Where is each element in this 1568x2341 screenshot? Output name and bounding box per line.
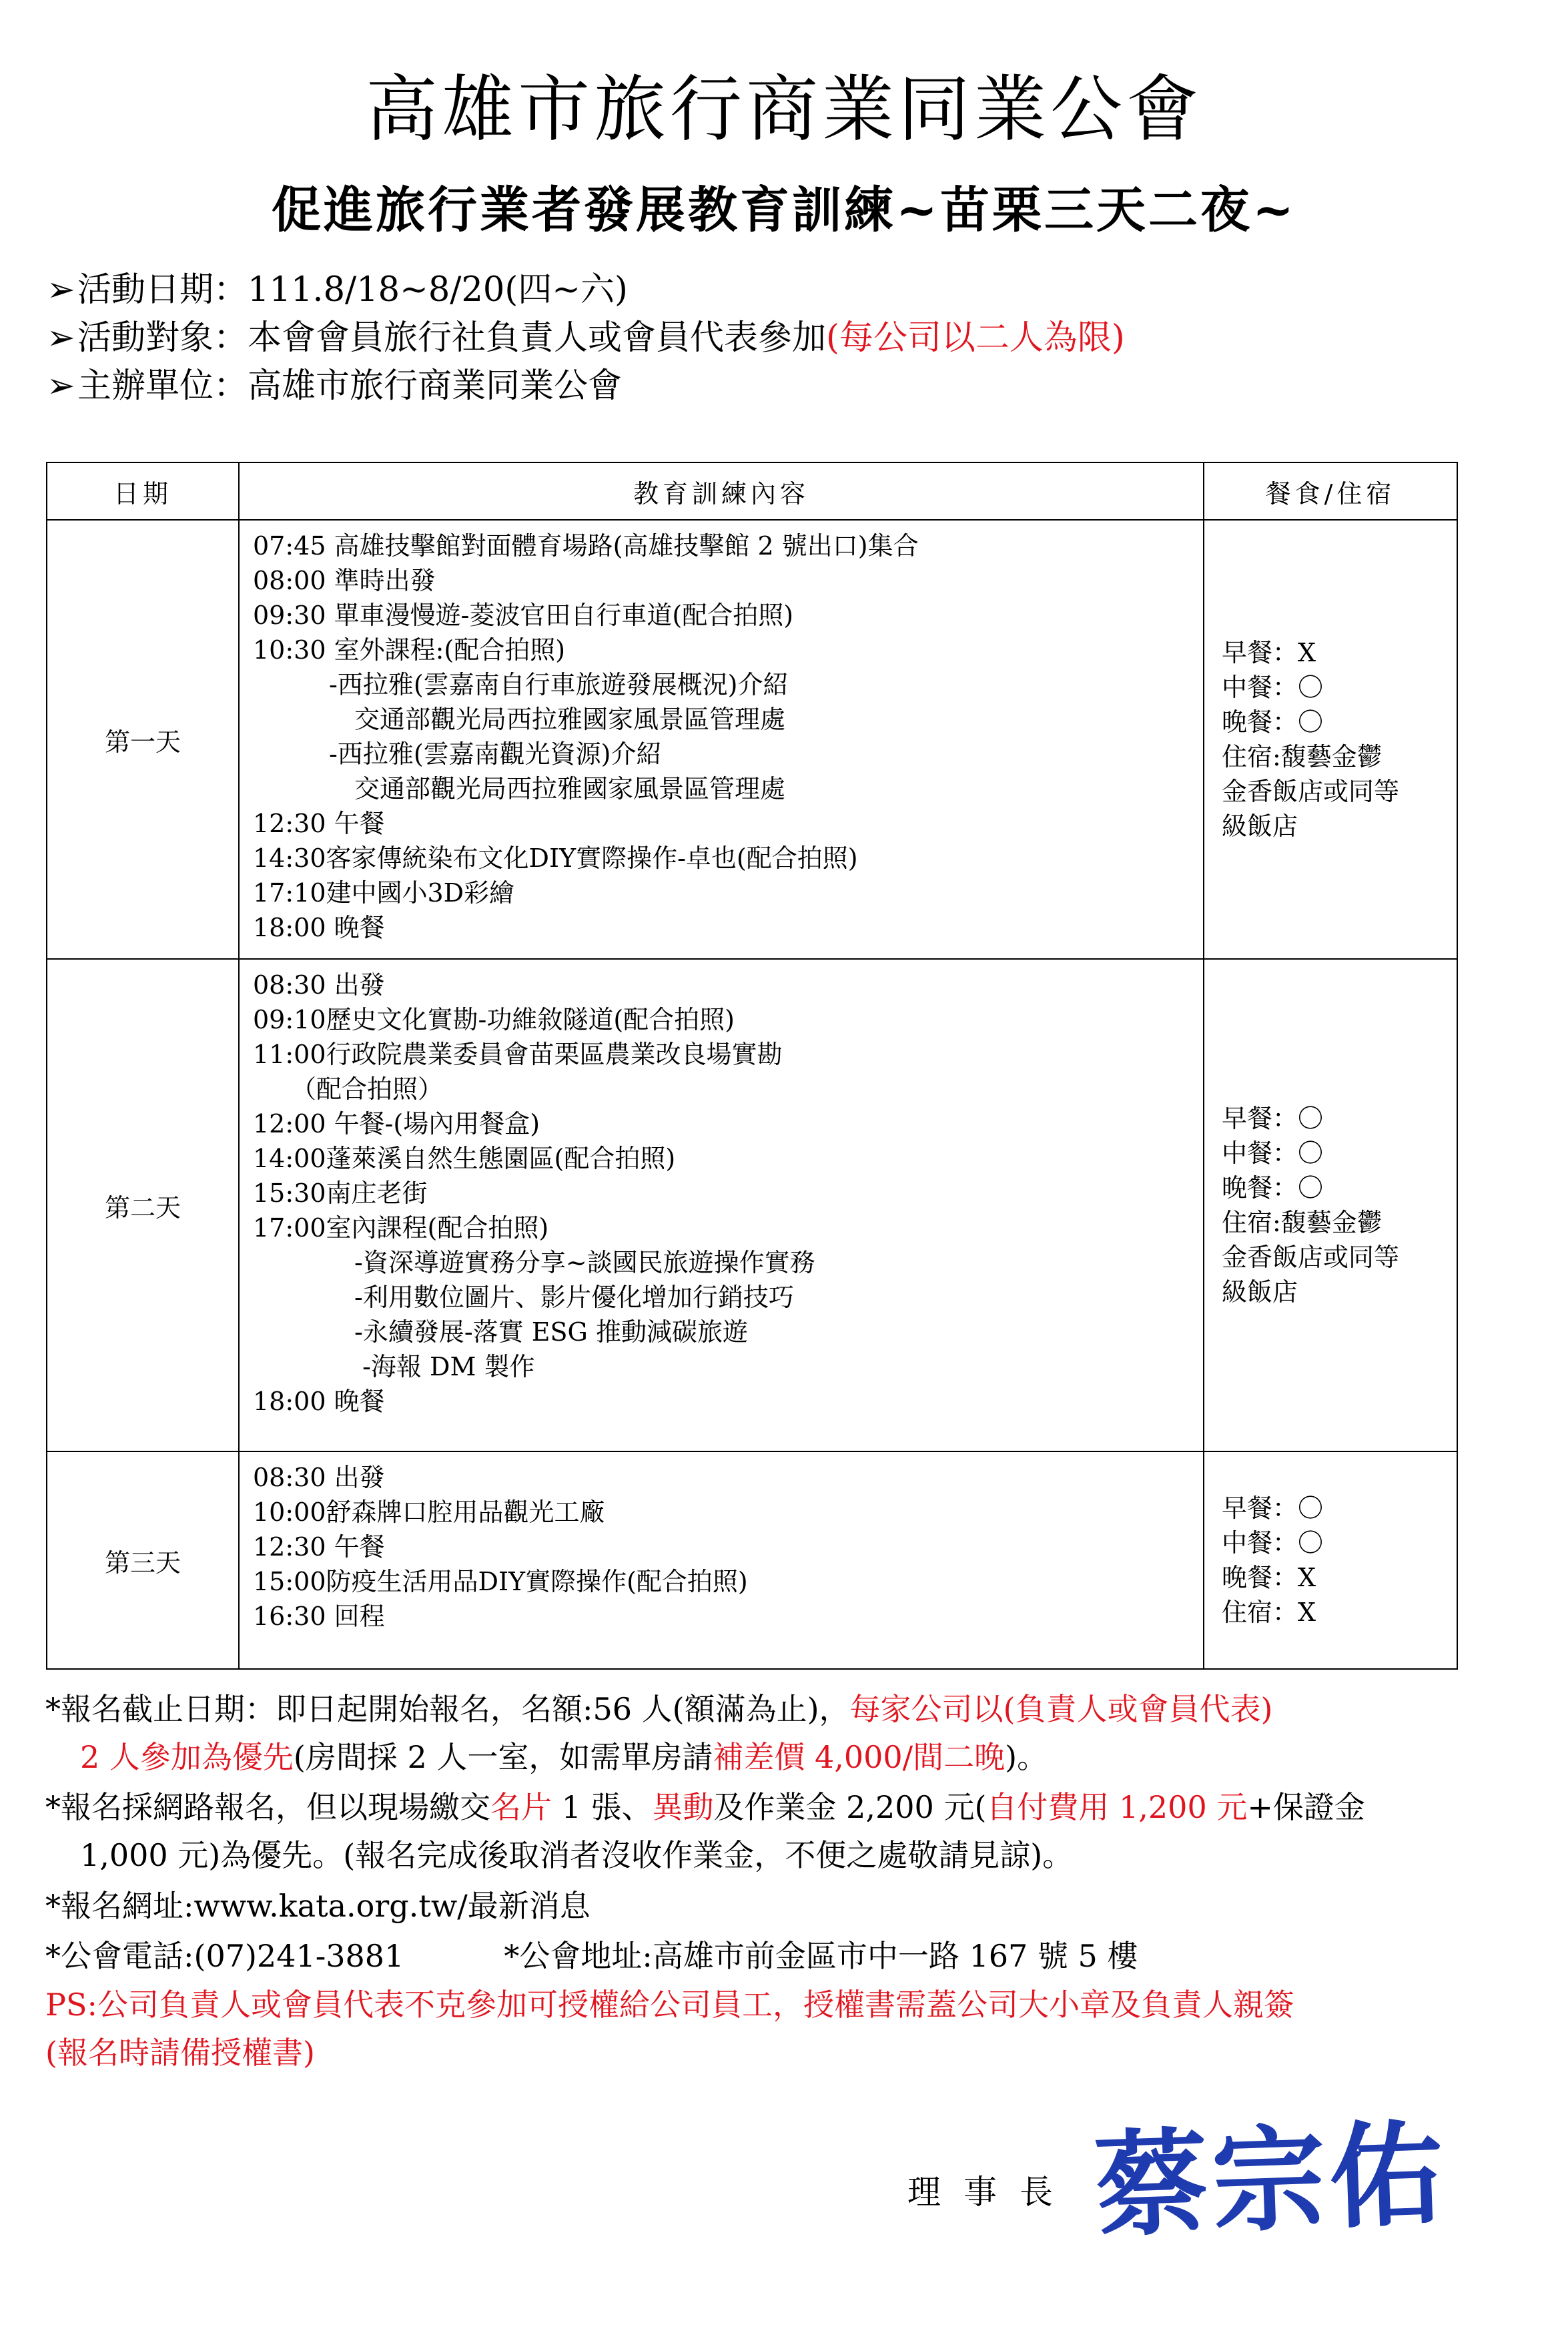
itinerary-item: （配合拍照） [253,1074,444,1104]
meal-item: 早餐：X [1222,638,1316,667]
itinerary-item: 09:10歷史文化實勘-功維敘隧道(配合拍照) [253,1005,735,1034]
itinerary-item: 14:30客家傳統染布文化DIY實際操作-卓也(配合拍照) [253,844,858,873]
table-row [47,1451,1457,1669]
schedule-table [46,462,1458,1670]
activity-date-row [47,267,628,314]
itinerary-item: -資深導遊實務分享~談國民旅遊操作實務 [253,1248,815,1277]
meal-item: 中餐：〇 [1222,673,1324,702]
header-meals: 餐食/住宿 [1204,462,1457,520]
itinerary-item: 11:00行政院農業委員會苗栗區農業改良場實勘 [253,1040,783,1069]
itinerary-item: 08:30 出發 [253,970,385,1000]
header-date: 日期 [47,462,239,520]
itinerary-item: 交通部觀光局西拉雅國家風景區管理處 [253,705,786,734]
header-content: 教育訓練內容 [239,462,1204,520]
meal-item: 中餐：〇 [1222,1138,1324,1168]
itinerary-item: 14:00蓬萊溪自然生態園區(配合拍照) [253,1144,676,1173]
day-meals [1204,1451,1457,1669]
note-registration-deadline: *報名截止日期：即日起開始報名，名額:56 人(額滿為止)，每家公司以(負責人或會員代表) [45,1691,1273,1727]
day-label: 第三天 [47,1451,239,1669]
itinerary-item: 12:30 午餐 [253,809,385,838]
meal-item: 早餐：〇 [1222,1104,1324,1133]
meal-item: 級飯店 [1222,811,1298,841]
itinerary-item: 18:00 晚餐 [253,913,385,942]
host-value: 高雄市旅行商業同業公會 [248,366,623,406]
itinerary-item: 15:30南庄老街 [253,1179,428,1208]
note-contact [45,1932,1138,1980]
activity-target-limit: (每公司以二人為限) [826,318,1125,358]
activity-target-label: 活動對象： [77,318,248,358]
meal-item: 晚餐：〇 [1222,707,1324,737]
note-registration-method-cont: 1,000 元)為優先。(報名完成後取消者沒收作業金，不便之處敬請見諒)。 [80,1837,1074,1873]
day-content [239,520,1204,959]
meal-item: 住宿:馥藝金鬱 [1222,742,1383,771]
arrow-bullet-icon: ➢ [47,270,75,310]
arrow-bullet-icon: ➢ [47,318,75,358]
note-registration-deadline-cont: 2 人參加為優先(房間採 2 人一室，如需單房請補差價 4,000/間二晚)。 [80,1739,1048,1775]
table-header-row [47,462,1457,520]
meal-item: 中餐：〇 [1222,1528,1324,1558]
itinerary-item: 16:30 回程 [253,1602,385,1631]
activity-date-value: 111.8/18~8/20(四~六) [248,270,628,310]
itinerary-item: 08:30 出發 [253,1463,385,1492]
itinerary-item: 17:00室內課程(配合拍照) [253,1213,549,1243]
table-row [47,520,1457,959]
activity-target-row [47,315,1125,362]
itinerary-item: 10:00舒森牌口腔用品觀光工廠 [253,1497,605,1527]
meal-item: 級飯店 [1222,1277,1298,1307]
itinerary-item: 07:45 高雄技擊館對面體育場路(高雄技擊館 2 號出口)集合 [253,531,919,561]
itinerary-item: -西拉雅(雲嘉南觀光資源)介紹 [253,739,662,769]
itinerary-item: -永續發展-落實 ESG 推動減碳旅遊 [253,1317,748,1347]
itinerary-item: -利用數位圖片、影片優化增加行銷技巧 [253,1283,794,1312]
day-meals [1204,959,1457,1451]
itinerary-item: 12:00 午餐-(場內用餐盒) [253,1109,540,1138]
itinerary-item: -海報 DM 製作 [253,1352,535,1381]
meal-item: 晚餐：〇 [1222,1173,1324,1203]
arrow-bullet-icon: ➢ [47,366,75,406]
itinerary-item: 10:30 室外課程:(配合拍照) [253,635,566,665]
day-meals [1204,520,1457,959]
itinerary-item: -西拉雅(雲嘉南自行車旅遊發展概況)介紹 [253,670,789,699]
host-row [47,363,622,410]
day-content [239,1451,1204,1669]
itinerary-item: 08:00 準時出發 [253,566,436,595]
table-row [47,959,1457,1451]
association-address: *公會地址:高雄市前金區市中一路 167 號 5 樓 [504,1938,1138,1974]
host-label: 主辦單位： [77,366,248,406]
note-registration-url: *報名網址:www.kata.org.tw/最新消息 [45,1888,591,1924]
chairman-signature: 蔡宗佑 [1092,2107,1449,2254]
itinerary-item: 12:30 午餐 [253,1532,385,1562]
meal-item: 金香飯店或同等 [1222,777,1400,806]
day-content [239,959,1204,1451]
itinerary-item: 17:10建中國小3D彩繪 [253,878,515,908]
note-registration-method: *報名採網路報名，但以現場繳交名片 1 張、異動及作業金 2,200 元(自付費用 1,200 元+保證金 [45,1789,1365,1825]
signer-title: 理事長 [907,2173,1076,2212]
document-subtitle: 促進旅行業者發展教育訓練~苗栗三天二夜~ [271,182,1296,239]
association-phone: *公會電話:(07)241-3881 [45,1938,404,1974]
meal-item: 金香飯店或同等 [1222,1243,1400,1272]
itinerary-item: 18:00 晚餐 [253,1387,385,1416]
note-ps-authorization-cont: (報名時請備授權書) [45,2035,315,2071]
activity-target-value: 本會會員旅行社負責人或會員代表參加 [248,318,827,358]
itinerary-item: 09:30 單車漫慢遊-菱波官田自行車道(配合拍照) [253,601,794,630]
document-title: 高雄市旅行商業同業公會 [365,68,1202,151]
activity-date-label: 活動日期： [77,270,248,310]
itinerary-item: 15:00防疫生活用品DIY實際操作(配合拍照) [253,1567,748,1596]
note-ps-authorization: PS:公司負責人或會員代表不克參加可授權給公司員工，授權書需蓋公司大小章及負責人親簽 [45,1987,1294,2023]
day-label: 第二天 [47,959,239,1451]
meal-item: 早餐：〇 [1222,1493,1324,1523]
meal-item: 晚餐：X [1222,1563,1316,1592]
itinerary-item: 交通部觀光局西拉雅國家風景區管理處 [253,774,786,803]
meal-item: 住宿:馥藝金鬱 [1222,1208,1383,1237]
day-label: 第一天 [47,520,239,959]
meal-item: 住宿：X [1222,1598,1316,1627]
